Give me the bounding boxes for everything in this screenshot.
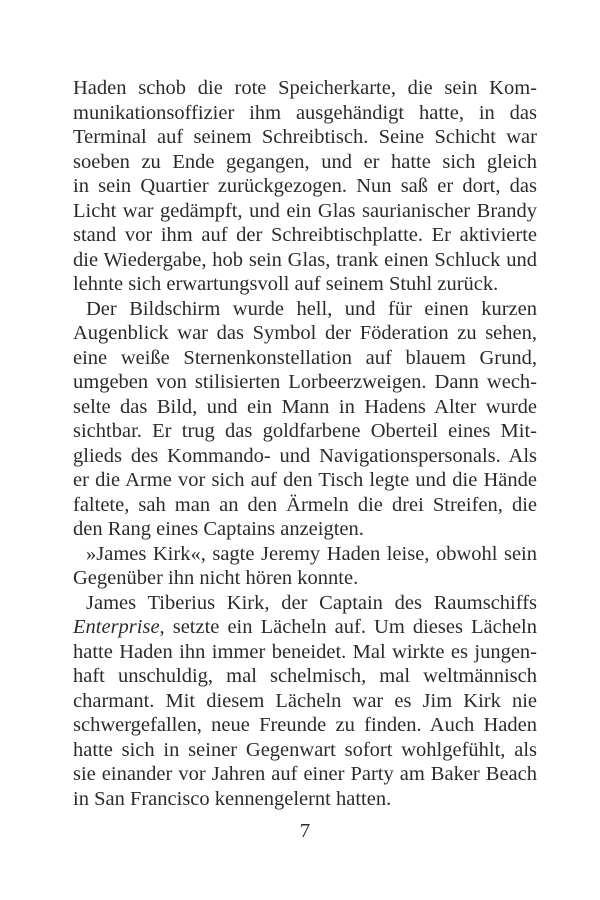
page-number: 7	[299, 820, 311, 842]
text-line: die Wiedergabe, hob sein Glas, trank einen Schluck und	[73, 248, 537, 271]
text-line: »James Kirk«, sagte Jeremy Haden leise, obwohl sein	[86, 542, 537, 565]
text-line: Augenblick war das Symbol der Föderation zu sehen,	[73, 322, 537, 344]
text-line: hatte Haden ihn immer beneidet. Mal wirkte es jungen-	[73, 640, 537, 663]
text-line: stand vor ihm auf der Schreibtischplatte. Er aktivierte	[73, 224, 537, 246]
ship-name-italic: Enterprise	[73, 616, 160, 638]
paragraph	[73, 591, 537, 812]
text-line: in sein Quartier zurückgezogen. Nun saß er dort, das	[73, 175, 537, 197]
text-line: schwergefallen, neue Freunde zu finden. Auch Haden	[73, 714, 537, 736]
text-line: glieds des Kommando- und Navigationspersonals. Als	[73, 444, 537, 467]
text-line: umgeben von stilisierten Lorbeerzweigen. Dann wech-	[73, 371, 537, 393]
text-line: munikationsoffizier ihm ausgehändigt hatte, in das	[73, 101, 537, 124]
text-line: hatte sich in seiner Gegenwart sofort wohlgefühlt, als	[73, 738, 537, 761]
text-line: eine weiße Sternenkonstellation auf blauem Grund,	[73, 346, 537, 369]
text-line: selte das Bild, und ein Mann in Hadens Alter wurde	[73, 395, 537, 418]
text-line: faltete, sah man an den Ärmeln die drei Streifen, die	[73, 493, 537, 516]
text-line: Licht war gedämpft, und ein Glas saurianischer Brandy	[73, 199, 537, 222]
text-line: in San Francisco kennengelernt hatten.	[73, 787, 392, 810]
paragraph	[73, 76, 537, 297]
text-block	[73, 76, 537, 811]
text-line: sie einander vor Jahren auf einer Party am Baker Beach	[73, 763, 537, 785]
text-line: Der Bildschirm wurde hell, und für einen kurzen	[86, 297, 537, 320]
text-line: charmant. Mit diesem Lächeln war es Jim Kirk nie	[73, 689, 537, 712]
paragraph	[73, 297, 537, 542]
text-line: James Tiberius Kirk, der Captain des Raumschiffs	[86, 591, 537, 614]
text-line: Gegenüber ihn nicht hören konnte.	[73, 567, 359, 589]
text-line	[73, 615, 537, 640]
text-line: den Rang eines Captains anzeigten.	[73, 518, 364, 540]
text-line: haft unschuldig, mal schelmisch, mal weltmännisch	[73, 665, 537, 687]
text-line: er die Arme vor sich auf den Tisch legte und die Hände	[73, 469, 537, 491]
text-line: lehnte sich erwartungsvoll auf seinem Stuhl zurück.	[73, 273, 499, 295]
text-line: Terminal auf seinem Schreibtisch. Seine Schicht war	[73, 126, 537, 148]
text-line: Haden schob die rote Speicherkarte, die sein Kom-	[73, 77, 537, 99]
text-line: sichtbar. Er trug das goldfarbene Oberteil eines Mit-	[73, 420, 537, 442]
paragraph	[73, 542, 537, 591]
text-segment: , setzte ein Lächeln auf. Um dieses Lächeln	[159, 616, 537, 638]
text-line: soeben zu Ende gegangen, und er hatte sich gleich	[73, 150, 537, 173]
